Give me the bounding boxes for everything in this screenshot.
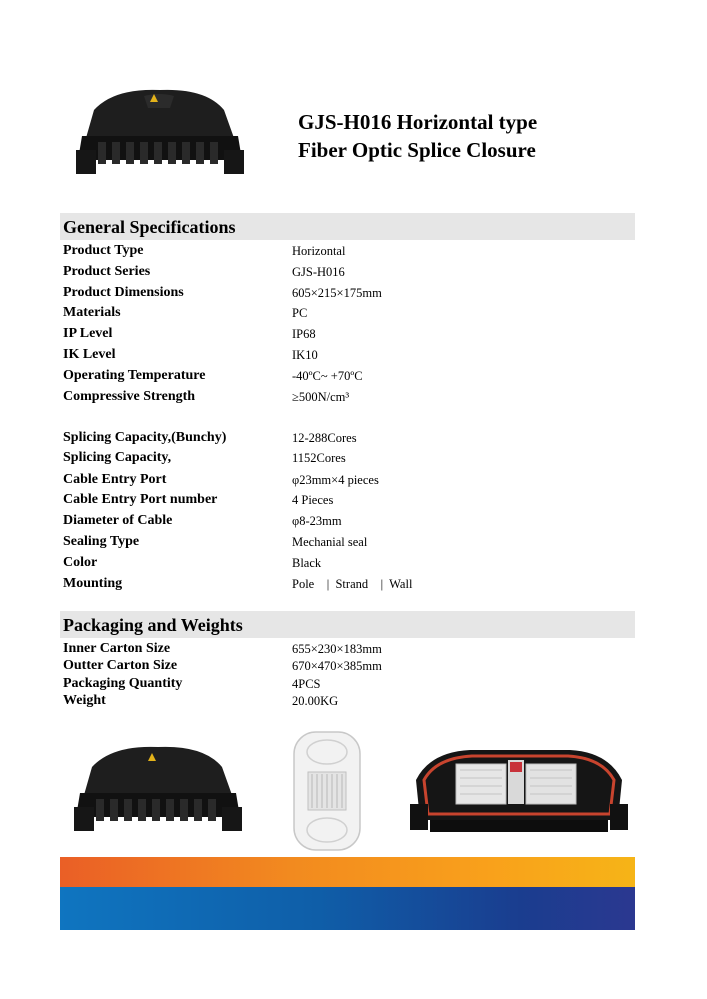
spec-value: GJS-H016 xyxy=(292,265,345,279)
spec-label: Product Series xyxy=(63,264,151,279)
spec-label: IP Level xyxy=(63,326,113,341)
spec-row xyxy=(63,326,623,346)
spec-label: Materials xyxy=(63,305,121,320)
spec-label: Cable Entry Port number xyxy=(63,492,218,507)
spec-row xyxy=(63,347,623,367)
spec-value: 1152Cores xyxy=(292,451,346,465)
spec-value: PC xyxy=(292,306,308,320)
spec-row xyxy=(63,264,623,284)
spec-row xyxy=(63,389,623,409)
product-photo-closure xyxy=(74,80,246,184)
section-heading-general: General Specifications xyxy=(60,213,635,240)
packaging-value: 20.00KG xyxy=(292,694,339,708)
product-photo-closure-side xyxy=(72,737,244,839)
title-line-2: Fiber Optic Splice Closure xyxy=(298,138,536,162)
spec-value: -40ºC~ +70ºC xyxy=(292,369,363,383)
section-heading-packaging: Packaging and Weights xyxy=(60,611,635,638)
packaging-label: Packaging Quantity xyxy=(63,676,183,691)
packaging-label: Outter Carton Size xyxy=(63,658,178,673)
spec-label: Mounting xyxy=(63,576,123,591)
spec-row xyxy=(63,243,623,263)
packaging-label: Inner Carton Size xyxy=(63,641,171,656)
spec-row xyxy=(63,555,623,575)
spec-label: Compressive Strength xyxy=(63,389,196,404)
spec-label: Splicing Capacity, xyxy=(63,450,172,465)
spec-value: Mechanial seal xyxy=(292,535,368,549)
spec-label: Splicing Capacity,(Bunchy) xyxy=(63,430,227,445)
packaging-value: 670×470×385mm xyxy=(292,659,382,673)
spec-label: Product Type xyxy=(63,243,144,258)
spec-row xyxy=(63,513,623,533)
spec-value: ≥500N/cm³ xyxy=(292,390,350,404)
spec-value: φ8-23mm xyxy=(292,514,342,528)
spec-value: 605×215×175mm xyxy=(292,286,382,300)
product-title xyxy=(298,108,537,164)
title-line-1: GJS-H016 Horizontal type xyxy=(298,110,538,134)
footer-band-orange xyxy=(60,857,635,887)
spec-row xyxy=(63,472,623,492)
spec-row xyxy=(63,492,623,512)
spec-label: Product Dimensions xyxy=(63,285,184,300)
spec-row xyxy=(63,430,623,450)
spec-row xyxy=(63,534,623,554)
packaging-row xyxy=(63,693,623,713)
spec-row xyxy=(63,285,623,305)
spec-row xyxy=(63,450,623,470)
spec-label: Operating Temperature xyxy=(63,368,206,383)
spec-value: φ23mm×4 pieces xyxy=(292,473,379,487)
spec-label: Sealing Type xyxy=(63,534,140,549)
spec-label: Cable Entry Port xyxy=(63,472,167,487)
spec-row xyxy=(63,368,623,388)
packaging-value: 4PCS xyxy=(292,677,321,691)
product-photo-open-closure xyxy=(410,740,628,844)
spec-row xyxy=(63,576,623,596)
spec-value: 4 Pieces xyxy=(292,493,334,507)
spec-value: Black xyxy=(292,556,322,570)
spec-value: Horizontal xyxy=(292,244,346,258)
spec-value: IK10 xyxy=(292,348,318,362)
packaging-label: Weight xyxy=(63,693,106,708)
packaging-row xyxy=(63,658,623,678)
packaging-value: 655×230×183mm xyxy=(292,642,382,656)
spec-label: Diameter of Cable xyxy=(63,513,173,528)
spec-value: 12-288Cores xyxy=(292,431,357,445)
spec-value: Pole | Strand | Wall xyxy=(292,577,413,591)
product-photo-splice-tray xyxy=(290,730,364,852)
spec-label: Color xyxy=(63,555,98,570)
spec-value: IP68 xyxy=(292,327,316,341)
footer-band-blue xyxy=(60,887,635,930)
spec-row xyxy=(63,305,623,325)
spec-label: IK Level xyxy=(63,347,116,362)
